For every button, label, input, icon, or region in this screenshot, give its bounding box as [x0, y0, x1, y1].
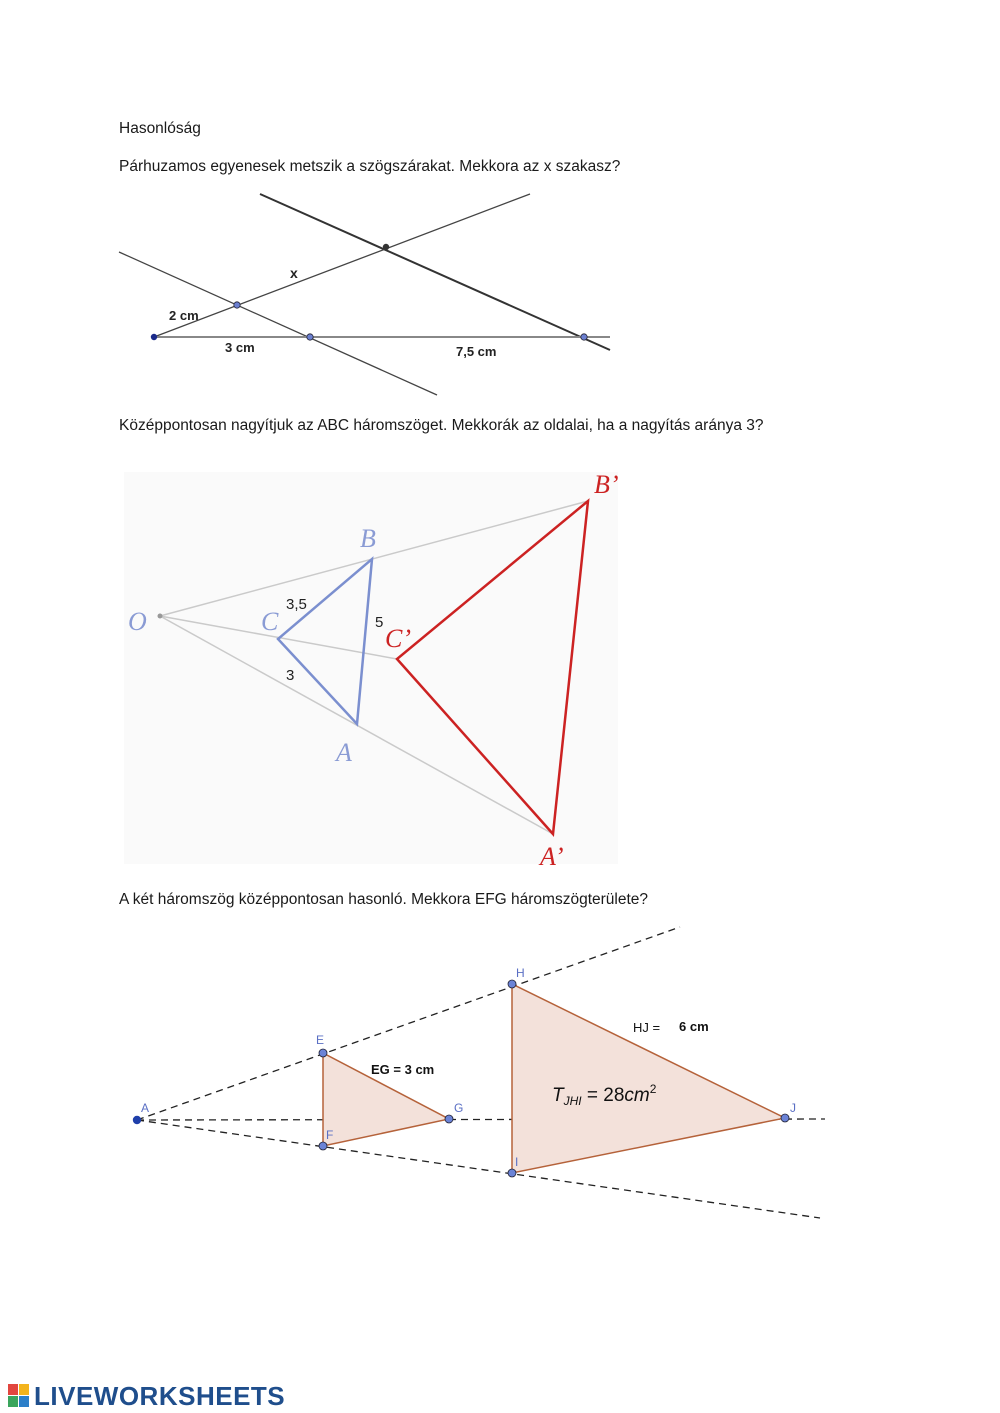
triangle-HIJ	[512, 984, 785, 1173]
point-H	[508, 980, 516, 988]
footer-brand	[8, 1381, 285, 1411]
figure-enlargement	[120, 468, 620, 868]
label-O: O	[128, 607, 147, 636]
label-J: J	[790, 1101, 796, 1115]
point-J	[781, 1114, 789, 1122]
transversal-line-2	[260, 194, 610, 350]
intersection-point	[307, 334, 313, 340]
transversal-line-1	[119, 252, 437, 395]
label-HJ-value: 6 cm	[679, 1019, 709, 1034]
label-HJ: HJ =	[633, 1020, 661, 1035]
intersection-point	[234, 302, 240, 308]
point-E	[319, 1049, 327, 1057]
label-EG-length: EG = 3 cm	[371, 1062, 435, 1077]
side-length-BC: 3,5	[286, 596, 307, 613]
label-F: F	[326, 1128, 334, 1142]
question-1: Párhuzamos egyenesek metszik a szögszárakat. Mekkora az x szakasz?	[119, 158, 621, 175]
label-3cm: 3 cm	[225, 340, 255, 355]
label-B: B	[360, 524, 376, 553]
side-length-CA: 3	[286, 667, 295, 684]
dashed-ray-lower	[137, 1120, 820, 1218]
figure-parallel-lines	[110, 190, 620, 405]
label-A-prime: A’	[540, 842, 564, 868]
question-2: Középpontosan nagyítjuk az ABC háromszöget. Mekkorák az oldalai, ha a nagyítás aránya 3?	[119, 417, 764, 434]
page-title: Hasonlóság	[119, 120, 201, 137]
footer-brand-text: LIVEWORKSHEETS	[34, 1380, 286, 1411]
side-length-AB: 5	[375, 614, 384, 631]
label-B-prime: B’	[594, 470, 619, 499]
label-2cm: 2 cm	[169, 308, 199, 323]
intersection-point	[581, 334, 587, 340]
center-point-O	[158, 614, 163, 619]
label-G: G	[454, 1101, 464, 1115]
label-A: A	[336, 738, 352, 767]
point-G	[445, 1115, 453, 1123]
point-A	[133, 1116, 141, 1124]
liveworksheets-logo-icon	[8, 1384, 30, 1408]
label-C-prime: C’	[385, 624, 411, 653]
intersection-point	[383, 244, 389, 250]
label-H: H	[516, 966, 525, 980]
label-E: E	[316, 1033, 325, 1047]
label-C: C	[261, 607, 279, 636]
label-I: I	[515, 1155, 519, 1169]
label-x: x	[290, 265, 298, 281]
question-3: A két háromszög középpontosan hasonló. Mekkora EFG háromszögterülete?	[119, 891, 649, 908]
figure-similar-triangles	[125, 920, 835, 1230]
label-7-5cm: 7,5 cm	[456, 344, 497, 359]
angle-arm-upper	[154, 194, 530, 337]
point-I	[508, 1169, 516, 1177]
label-A: A	[141, 1101, 150, 1115]
area-formula: $T_{JHI} = 28cm^2$	[552, 1082, 657, 1108]
point-F	[319, 1142, 327, 1150]
vertex-point	[151, 334, 157, 340]
